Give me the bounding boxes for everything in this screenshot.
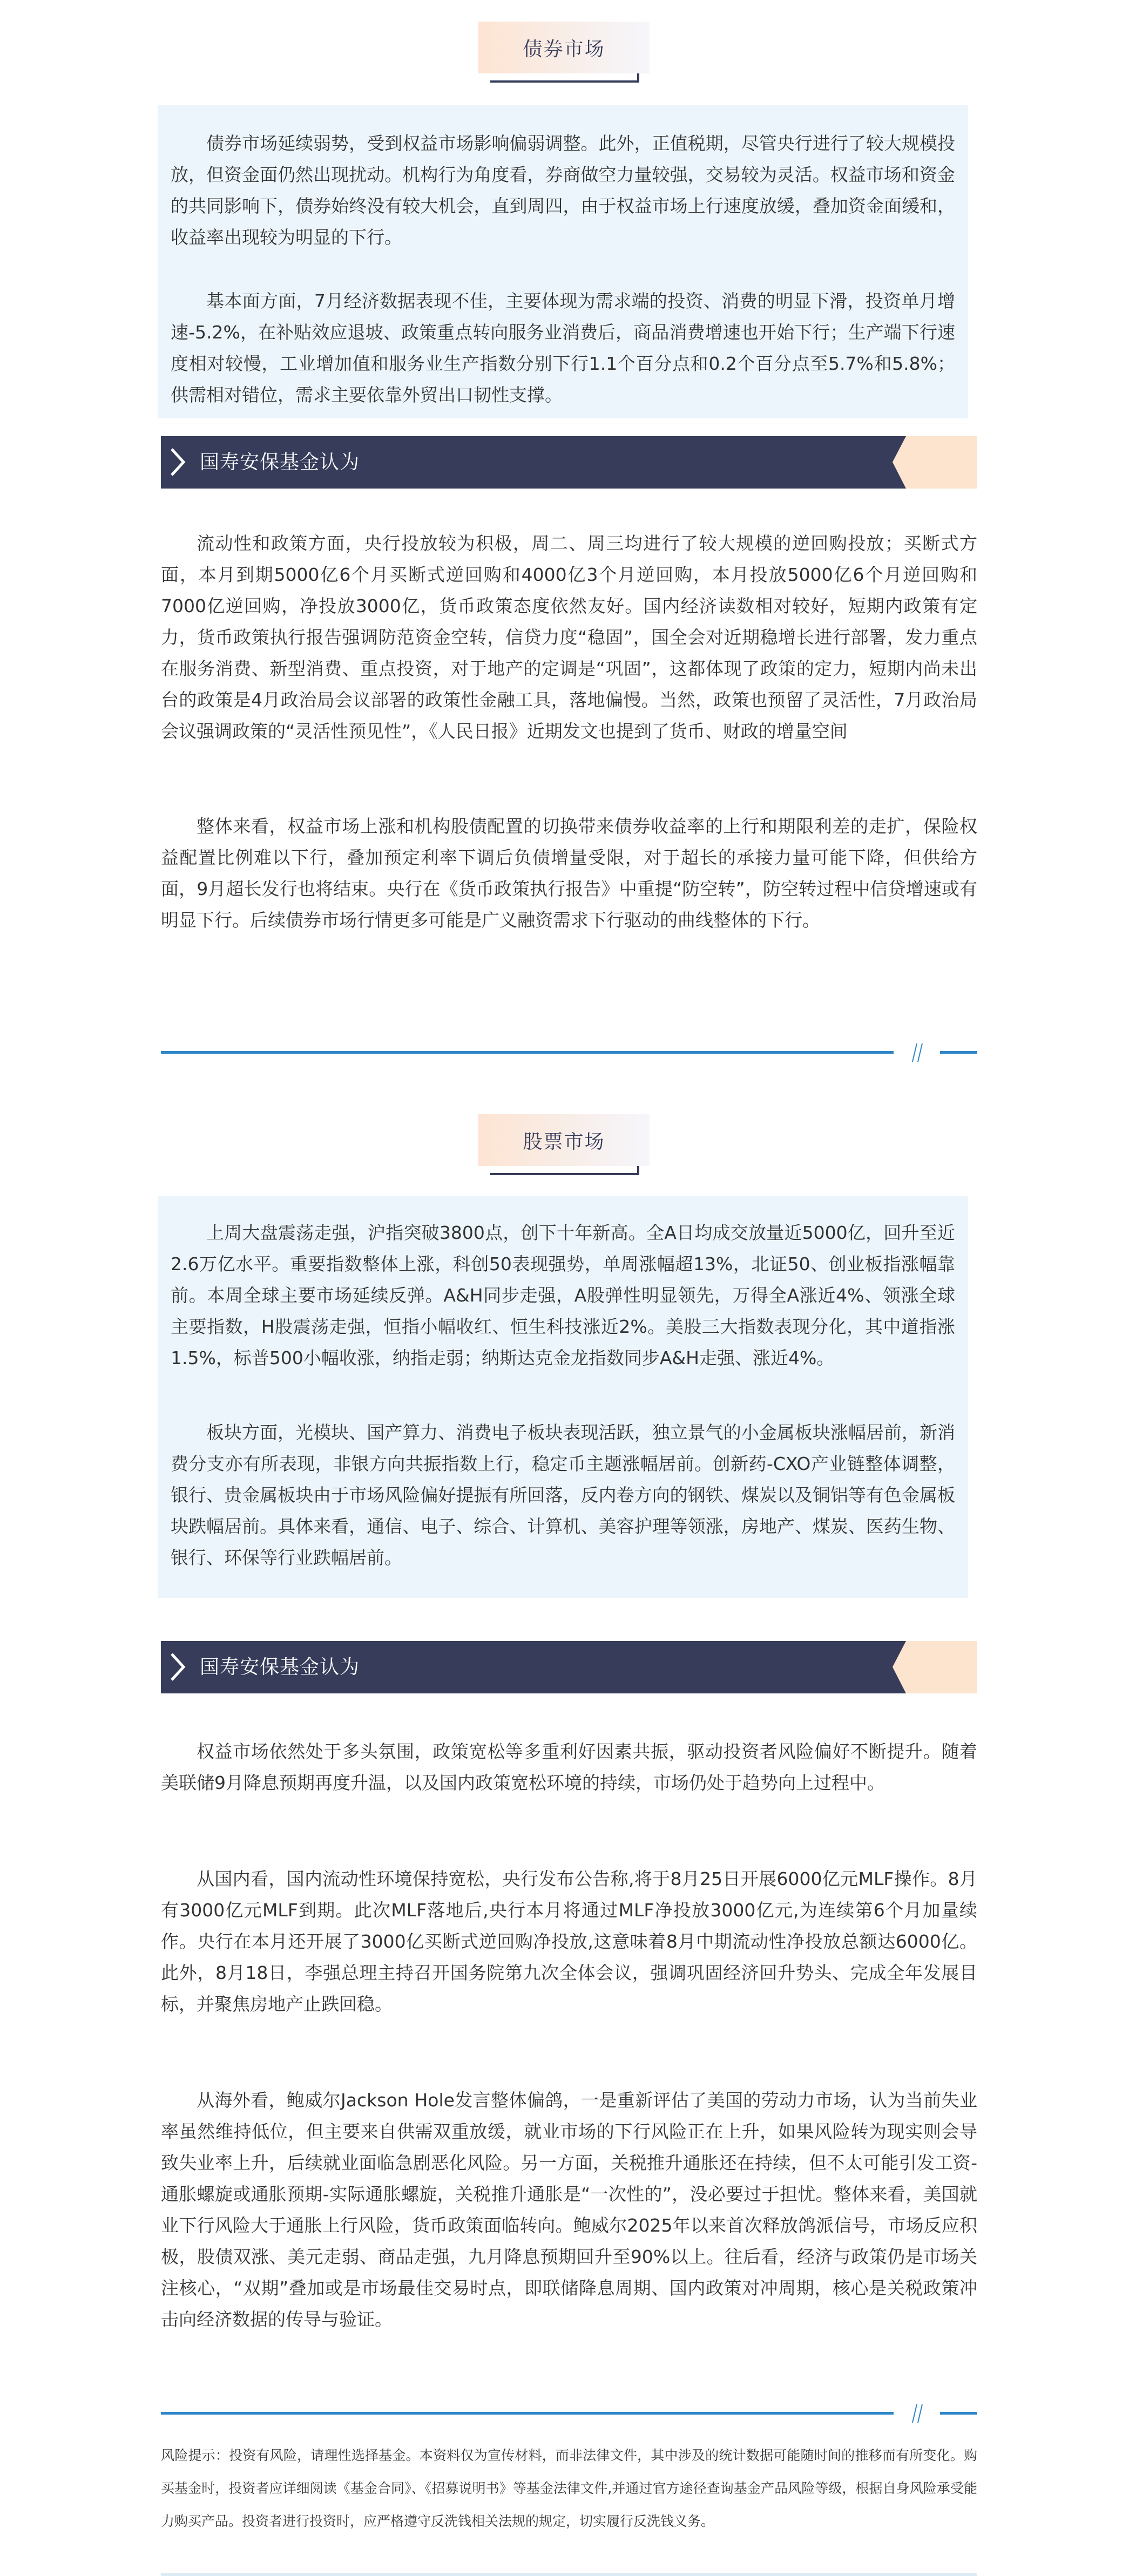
bond-view-paragraph-1: 流动性和政策方面，央行投放较为积极，周二、周三均进行了较大规模的逆回购投放；买断式方面，本月到期5000亿6个月买断式逆回购和4000亿3个月逆回购，本月投放5000亿6个月逆回购和7000亿逆回购，净投放3000亿，货币政策态度依然友好。国内经济读数相对较好，短期内政策有定力，货币政策执行报告强调防范资金空转，信贷力度“稳固”，国全会对近期稳增长进行部署，发力重点在服务消费、新型消费、重点投资，对于地产的定调是“巩固”，这都体现了政策的定力，短期内尚未出台的政策是4月政治局会议部署的政策性金融工具，落地偏慢。当然，政策也预留了灵活性，7月政治局会议强调政策的“灵活性预见性”，《人民日报》近期发文也提到了货币、财政的增量空间: [161, 533, 977, 742]
stock-view-header-label: 国寿安保基金认为: [200, 1656, 360, 1678]
stock-summary-paragraph-2: 板块方面，光模块、国产算力、消费电子板块表现活跃，独立景气的小金属板块涨幅居前，新消费分支亦有所表现，非银方向共振指数上行，稳定币主题涨幅居前。创新药-CXO产业链整体调整，银行、贵金属板块由于市场风险偏好提振有所回落，反内卷方向的钢铁、煤炭以及铜铝等有色金属板块跌幅居前。具体来看，通信、电子、综合、计算机、美容护理等领涨，房地产、煤炭、医药生物、银行、环保等行业跌幅居前。: [171, 1422, 955, 1568]
chevron-right-icon: [170, 1653, 187, 1681]
bond-summary-box: [158, 105, 968, 418]
stock-summary-paragraph-1: 上周大盘震荡走强，沪指突破3800点，创下十年新高。全A日均成交放量近5000亿，回升至近2.6万亿水平。重要指数整体上涨，科创50表现强势，单周涨幅超13%，北证50、创业板指涨幅靠前。本周全球主要市场延续反弹。A&H同步走强，A股弹性明显领先，万得全A涨近4%、领涨全球主要指数，H股震荡走强，恒指小幅收红、恒生科技涨近2%。美股三大指数表现分化，其中道指涨1.5%，标普500小幅收涨，纳指走弱；纳斯达克金龙指数同步A&H走强、涨近4%。: [171, 1222, 955, 1368]
bond-view-paragraph-2: 整体来看，权益市场上涨和机构股债配置的切换带来债券收益率的上行和期限利差的走扩，保险权益配置比例难以下行，叠加预定利率下调后负债增量受限，对于超长的承接力量可能下降，但供给方面，9月超长发行也将结束。央行在《货币政策执行报告》中重提“防空转”，防空转过程中信贷增速或有明显下行。后续债券市场行情更多可能是广义融资需求下行驱动的曲线整体的下行。: [161, 816, 977, 931]
section-divider-1: [161, 1042, 977, 1063]
risk-disclaimer-text: 风险提示：投资有风险，请理性选择基金。本资料仅为宣传材料，而非法律文件，其中涉及的统计数据可能随时间的推移而有所变化。购买基金时，投资者应详细阅读《基金合同》、《招募说明书》等基金法律文件,并通过官方途径查询基金产品风险等级，根据自身风险承受能力购买产品。投资者进行投资时，应严格遵守反洗钱相关法规的规定，切实履行反洗钱义务。: [161, 2448, 977, 2529]
stock-summary-box: [158, 1196, 968, 1598]
bond-summary-paragraph-1: 债券市场延续弱势，受到权益市场影响偏弱调整。此外，正值税期，尽管央行进行了较大规模投放，但资金面仍然出现扰动。机构行为角度看，券商做空力量较强，交易较为灵活。权益市场和资金的共同影响下，债券始终没有较大机会，直到周四，由于权益市场上行速度放缓，叠加资金面缓和，收益率出现较为明显的下行。: [171, 133, 955, 248]
risk-disclaimer: [161, 2439, 977, 2538]
bond-summary-paragraph-2: 基本面方面，7月经济数据表现不佳，主要体现为需求端的投资、消费的明显下滑，投资单月增速-5.2%，在补贴效应退坡、政策重点转向服务业消费后，商品消费增速也开始下行；生产端下行速度相对较慢，工业增加值和服务业生产指数分别下行1.1个百分点和0.2个百分点至5.7%和5.8%；供需相对错位，需求主要依靠外贸出口韧性支撑。: [171, 290, 955, 405]
bond-view-header: [161, 436, 977, 489]
stock-view-paragraph-3: 从海外看，鲍威尔Jackson Hole发言整体偏鸽，一是重新评估了美国的劳动力市场，认为当前失业率虽然维持低位，但主要来自供需双重放缓，就业市场的下行风险正在上升，如果风险转为现实则会导致失业率上升，后续就业面临急剧恶化风险。另一方面，关税推升通胀还在持续，但不太可能引发工资-通胀螺旋或通胀预期-实际通胀螺旋，关税推升通胀是“一次性的”，没必要过于担忧。整体来看，美国就业下行风险大于通胀上行风险，货币政策面临转向。鲍威尔2025年以来首次释放鸽派信号，市场反应积极，股债双涨、美元走弱、商品走强，九月降息预期回升至90%以上。往后看，经济与政策仍是市场关注核心，“双期”叠加或是市场最佳交易时点，即联储降息周期、国内政策对冲周期，核心是关税政策冲击向经济数据的传导与验证。: [161, 2090, 977, 2330]
bond-section-title-box: [478, 22, 623, 73]
section-divider-2: [161, 2403, 977, 2424]
stock-view-paragraph-1: 权益市场依然处于多头氛围，政策宽松等多重利好因素共振，驱动投资者风险偏好不断提升。随着美联储9月降息预期再度升温，以及国内政策宽松环境的持续，市场仍处于趋势向上过程中。: [161, 1741, 977, 1793]
stock-view-header: [161, 1641, 977, 1693]
bond-section-title: 债券市场: [478, 22, 650, 73]
bond-view-header-label: 国寿安保基金认为: [200, 451, 360, 473]
double-slash-icon: [906, 2403, 928, 2424]
double-slash-icon: [906, 1042, 928, 1063]
chevron-right-icon: [170, 448, 187, 476]
stock-section-title-box: [478, 1114, 623, 1166]
stock-section-title: 股票市场: [478, 1114, 650, 1166]
bottom-strip: [161, 2573, 977, 2576]
stock-view-paragraph-2: 从国内看，国内流动性环境保持宽松，央行发布公告称,将于8月25日开展6000亿元MLF操作。8月有3000亿元MLF到期。此次MLF落地后,央行本月将通过MLF净投放3000亿元,为连续第6个月加量续作。央行在本月还开展了3000亿买断式逆回购净投放,这意味着8月中期流动性净投放总额达6000亿。此外，8月18日，李强总理主持召开国务院第九次全体会议，强调巩固经济回升势头、完成全年发展目标，并聚焦房地产止跌回稳。: [161, 1868, 977, 2015]
bond-view-text: [161, 528, 977, 936]
stock-view-text: [161, 1736, 977, 2335]
